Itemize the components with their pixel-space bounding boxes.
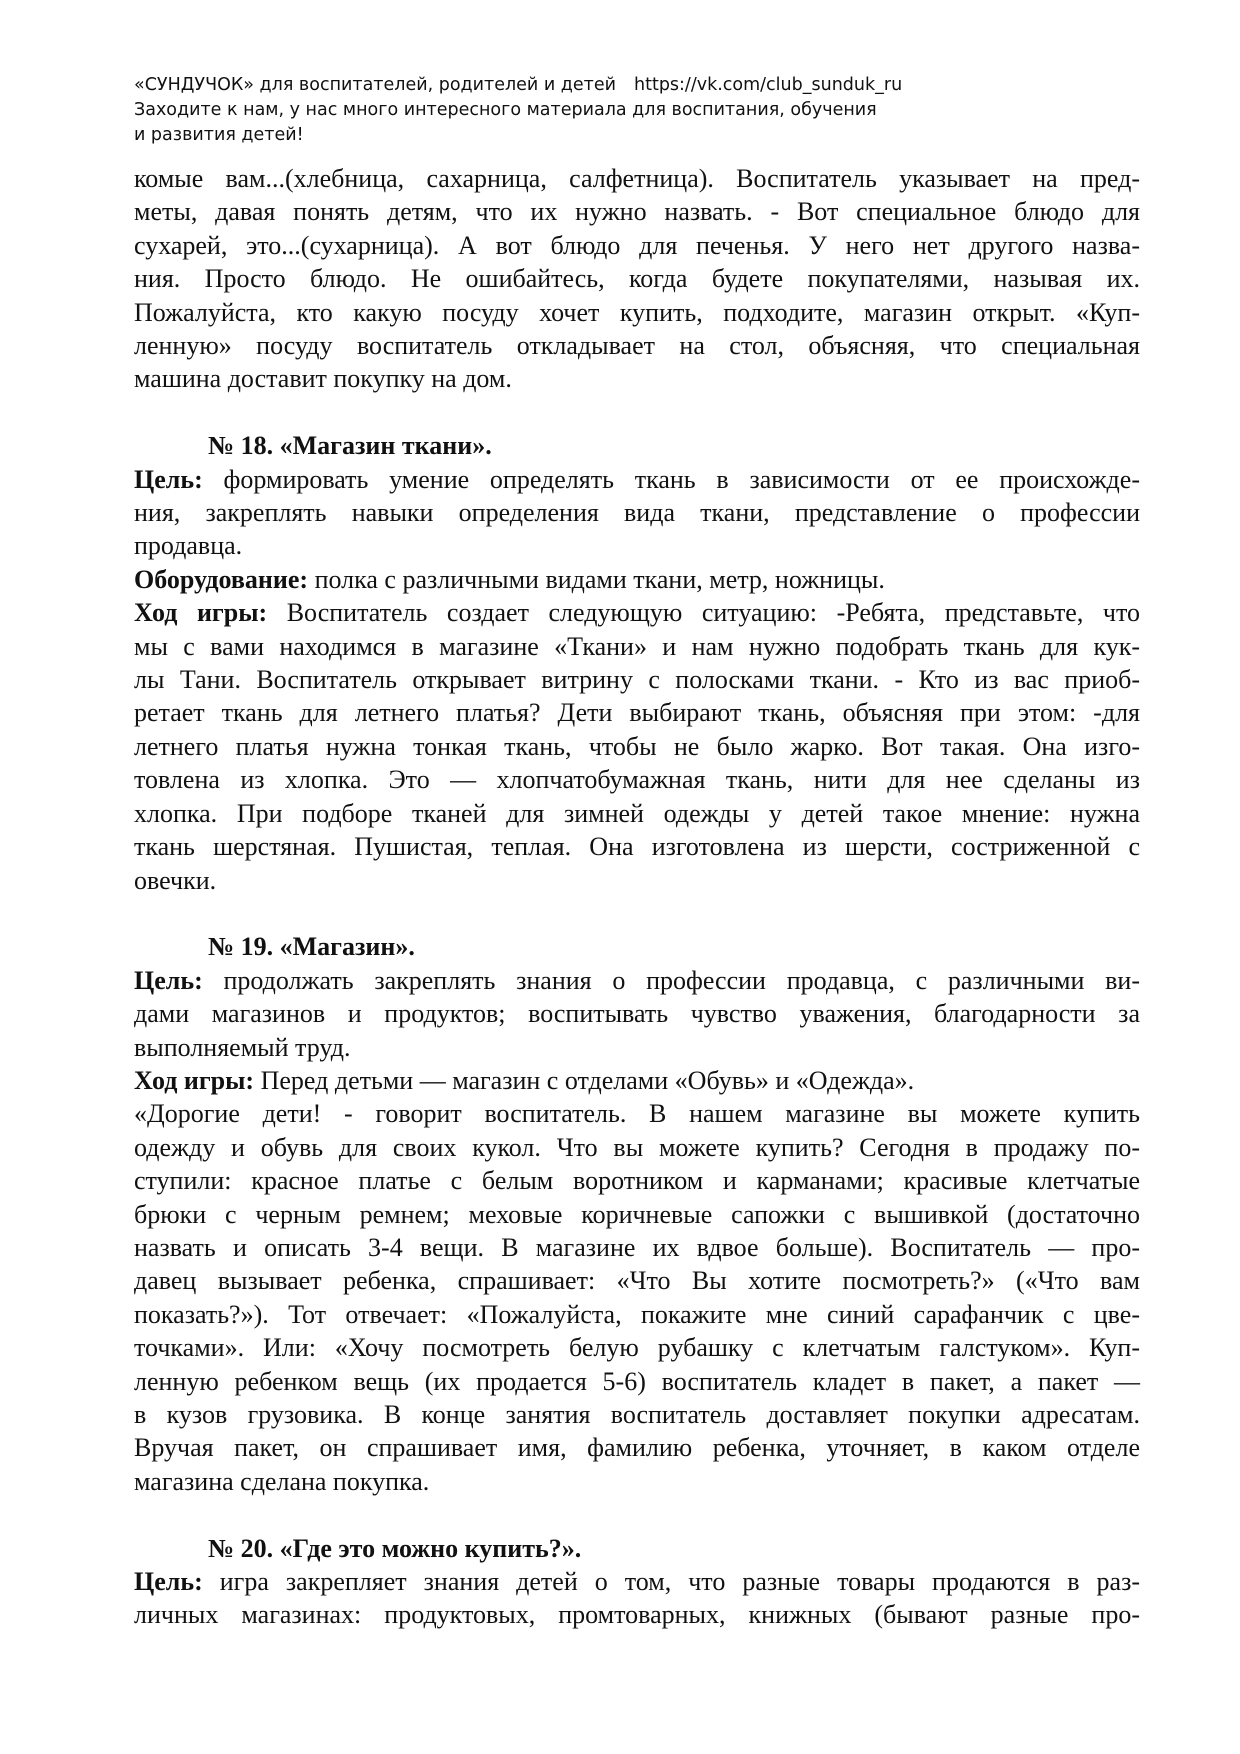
- text-line: Ход игры: Перед детьми — магазин с отделами «Обувь» и «Одежда».: [134, 1065, 915, 1095]
- text-line: Оборудование: полка с различными видами ткани, метр, ножницы.: [134, 564, 885, 594]
- text-line: брюки с черным ремнем; меховые коричневые сапожки с вышивкой (достаточно: [134, 1199, 1140, 1229]
- header-brand: «СУНДУЧОК» для воспитателей, родителей и детей: [134, 75, 616, 95]
- text-line: ленную ребенком вещь (их продается 5-6) воспитатель кладет в пакет, а пакет —: [134, 1366, 1140, 1396]
- intro-paragraph: [134, 162, 1140, 396]
- text-line: в кузов грузовика. В конце занятия воспитатель доставляет покупки адресатам.: [134, 1400, 1140, 1429]
- text-line: ленную» посуду воспитатель откладывает на стол, объясняя, что специальная: [134, 331, 1140, 361]
- header-line-2: Заходите к нам, у нас много интересного материала для воспитания, обучения: [134, 100, 877, 120]
- text-line: личных магазинах: продуктовых, промтоварных, книжных (бывают разные про-: [134, 1600, 1140, 1630]
- text-line: ретает ткань для летнего платья? Дети выбирают ткань, объясняя при этом: -для: [134, 698, 1140, 728]
- text-line: летнего платья нужна тонкая ткань, чтобы не было жарко. Вот такая. Она изго-: [134, 731, 1140, 761]
- text-line: Цель: формировать умение определять ткань в зависимости от ее происхожде-: [134, 464, 1140, 494]
- text-line: выполняемый труд.: [134, 1032, 351, 1062]
- text-line: товлена из хлопка. Это — хлопчатобумажная ткань, нити для нее сделаны из: [134, 765, 1140, 795]
- header-line-1: [134, 73, 1134, 98]
- course-label: Ход игры:: [134, 598, 268, 628]
- text-line: Цель: продолжать закреплять знания о профессии продавца, с различными ви-: [134, 965, 1140, 995]
- text-line: хлопка. При подборе тканей для зимней одежды у детей такое мнение: нужна: [134, 798, 1140, 828]
- goal-label: Цель:: [134, 464, 203, 494]
- text-line: ния. Просто блюдо. Не ошибайтесь, когда будете покупателями, называя их.: [134, 264, 1140, 294]
- page-header: [134, 73, 1134, 148]
- game-20-section: [134, 1532, 1140, 1632]
- text-line: сухарей, это...(сухарница). А вот блюдо для печенья. У него нет другого назва-: [134, 230, 1140, 260]
- game-18-title: № 18. «Магазин ткани».: [208, 431, 492, 461]
- game-19-section: [134, 930, 1140, 1498]
- goal-label: Цель:: [134, 965, 203, 995]
- text-line: дами магазинов и продуктов; воспитывать чувство уважения, благодарности за: [134, 999, 1140, 1029]
- text-line: «Дорогие дети! - говорит воспитатель. В нашем магазине вы можете купить: [134, 1099, 1140, 1129]
- text-line: магазина сделана покупка.: [134, 1466, 430, 1496]
- course-label: Ход игры:: [134, 1065, 255, 1095]
- text-line: давец вызывает ребенка, спрашивает: «Что Вы хотите посмотреть?» («Что вам: [134, 1266, 1140, 1296]
- game-18-section: [134, 429, 1140, 897]
- text-line: Пожалуйста, кто какую посуду хочет купить, подходите, магазин открыт. «Куп-: [134, 297, 1140, 327]
- text-line: ния, закреплять навыки определения вида ткани, представление о профессии: [134, 498, 1140, 528]
- text-line: ступили: красное платье с белым воротником и карманами; красивые клетчатые: [134, 1166, 1140, 1196]
- text-line: машина доставит покупку на дом.: [134, 364, 512, 394]
- text-line: точками». Или: «Хочу посмотреть белую рубашку с клетчатым галстуком». Куп-: [134, 1333, 1140, 1363]
- text-line: показать?»). Тот отвечает: «Пожалуйста, покажите мне синий сарафанчик с цве-: [134, 1299, 1140, 1329]
- text-line: Ход игры: Воспитатель создает следующую ситуацию: -Ребята, представьте, что: [134, 598, 1141, 628]
- text-line: продавца.: [134, 531, 243, 561]
- header-url-link[interactable]: https://vk.com/club_sunduk_ru: [634, 75, 903, 95]
- text-line: Вручая пакет, он спрашивает имя, фамилию ребенка, уточняет, в каком отделе: [134, 1433, 1140, 1463]
- text-line: мы с вами находимся в магазине «Ткани» и нам нужно подобрать ткань для кук-: [134, 631, 1140, 661]
- text-line: ткань шерстяная. Пушистая, теплая. Она изготовлена из шерсти, состриженной с: [134, 832, 1140, 862]
- text-line: Цель: игра закрепляет знания детей о том, что разные товары продаются в раз-: [134, 1567, 1140, 1597]
- document-body: [134, 162, 1140, 1632]
- header-line-3: и развития детей!: [134, 125, 304, 145]
- text-line: овечки.: [134, 865, 217, 895]
- equipment-label: Оборудование:: [134, 564, 309, 594]
- text-line: одежду и обувь для своих кукол. Что вы можете купить? Сегодня в продажу по-: [134, 1132, 1140, 1162]
- text-line: назвать и описать 3-4 вещи. В магазине их вдвое больше). Воспитатель — про-: [134, 1232, 1140, 1262]
- game-19-title: № 19. «Магазин».: [208, 932, 415, 962]
- text-line: лы Тани. Воспитатель открывает витрину с полосками ткани. - Кто из вас приоб-: [134, 665, 1140, 695]
- text-line: комые вам...(хлебница, сахарница, салфетница). Воспитатель указывает на пред-: [134, 164, 1140, 193]
- game-20-title: № 20. «Где это можно купить?».: [208, 1533, 582, 1563]
- text-line: меты, давая понять детям, что их нужно назвать. - Вот специальное блюдо для: [134, 197, 1140, 227]
- goal-label: Цель:: [134, 1567, 203, 1597]
